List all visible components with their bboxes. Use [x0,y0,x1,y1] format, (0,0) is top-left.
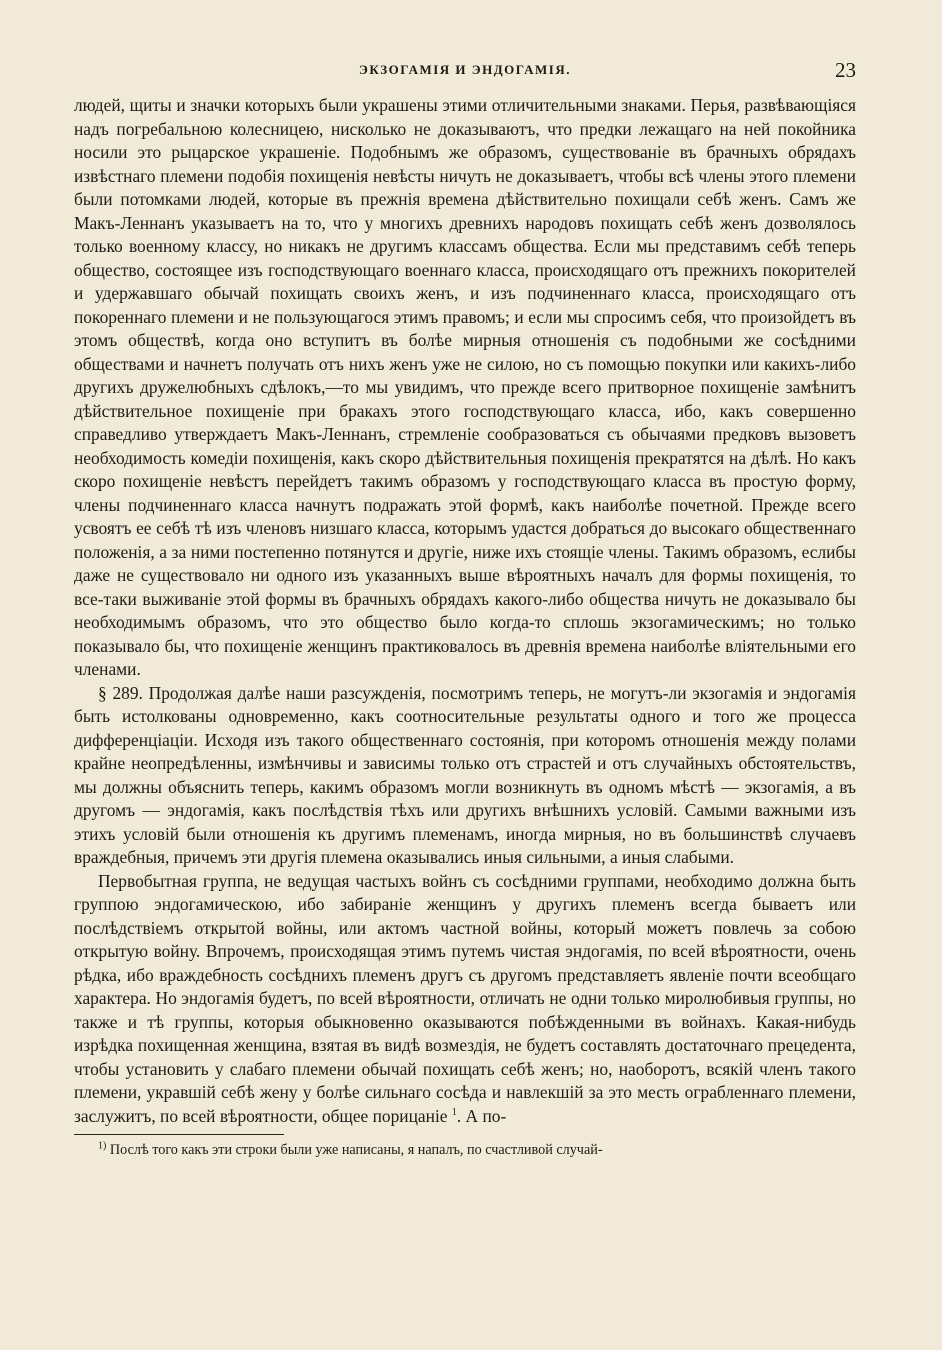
paragraph-primitive-group [74,870,856,1129]
footnote-reference: 1 [451,1106,457,1118]
footnote-text: Послѣ того какъ эти строки были уже написаны, я напалъ, по счастливой случай- [109,1142,603,1158]
paragraph-primitive-group-text: Первобытная группа, не ведущая частыхъ войнъ съ сосѣдними группами, необходимо должна быть группою эндогамическою, ибо забираніе женщинъ у другихъ племенъ всегда бываетъ или послѣдствіемъ открытой войны, или актомъ частной войны, который можетъ повлечь за собою открытую войну. Впрочемъ, происходящая этимъ путемъ чистая эндогамія, по всей вѣроятности, очень рѣдка, ибо враждебность сосѣднихъ племенъ другъ съ другомъ представляетъ явленіе почти всеобщаго характера. Но эндогамія будетъ, по всей вѣроятности, отличать не одни только миролюбивыя группы, но также и тѣ группы, которыя обыкновенно оказываются побѣжденными въ войнахъ. Какая-нибудь изрѣдка похищенная женщина, взятая въ видѣ возмездія, не будетъ составлять достаточнаго прецедента, чтобы установить у слабаго племени обычай похищать себѣ женъ; но, наоборотъ, всякій членъ такого племени, укравшій себѣ жену у болѣе сильнаго сосѣда и навлекшій за это месть ограбленнаго племени, заслужитъ, по всей вѣроятности, общее порицаніе [74,870,856,1126]
paragraph-section-289: § 289. Продолжая далѣе наши разсужденія, посмотримъ теперь, не могутъ-ли экзогамія и эндогамія быть истолкованы одновременно, какъ соотносительные результаты одного и того же процесса дифференціаціи. Исходя изъ такого общественнаго состоянія, при которомъ отношенія между полами крайне неопредѣленны, измѣнчивы и зависимы только отъ страстей и отъ случайныхъ обстоятельствъ, мы должны объяснить теперь, какимъ образомъ могли возникнуть въ одномъ мѣстѣ — экзогамія, а въ другомъ — эндогамія, какъ послѣдствія тѣхъ или другихъ внѣшнихъ условій. Самыми важными изъ этихъ условій были отношенія къ другимъ племенамъ, иногда мирныя, но въ большинствѣ случаевъ враждебныя, причемъ эти другія племена оказывались иныя сильными, а иныя слабыми. [74,682,856,867]
paragraph-continuation: людей, щиты и значки которыхъ были украшены этими отличительными знаками. Перья, развѣвающіяся надъ погребальною колесницею, нисколько не доказываютъ, что предки лежащаго на ней покойника носили это рыцарское украшеніе. Подобнымъ же образомъ, существованіе въ брачныхъ обрядахъ извѣстнаго племени подобія похищенія невѣсты ничуть не доказываетъ, чтобы всѣ члены этого племени были потомками людей, которые въ прежнія времена дѣйствительно похищали себѣ женъ. Самъ же Макъ-Леннанъ указываетъ на то, что у многихъ древнихъ народовъ похищать себѣ женъ дозволялось только военному классу, но никакъ не другимъ классамъ общества. Если мы представимъ себѣ теперь общество, состоящее изъ господствующаго военнаго класса, происходящаго отъ прежнихъ покорителей и удержавшаго обычай похищать своихъ женъ, и изъ подчиненнаго класса, происходящаго отъ покореннаго племени и не пользующагося этимъ правомъ; и если мы спросимъ себя, что произойдетъ въ этомъ обществѣ, когда оно вступитъ въ болѣе мирныя отношенія съ подобными же сосѣдними обществами и начнетъ получать отъ нихъ женъ уже не силою, но съ помощью покупки или какихъ-либо другихъ дружелюбныхъ сдѣлокъ,—то мы увидимъ, что прежде всего притворное похищеніе замѣнитъ дѣйствительное похищеніе при бракахъ этого господствующаго класса, ибо, какъ совершенно справедливо утверждаетъ Макъ-Леннанъ, стремленіе сообразоваться съ обычаями предковъ вызоветъ необходимость комедіи похищенія, какъ скоро дѣйствительныя похищенія прекратятся на дѣлѣ. Но какъ скоро похищеніе невѣстъ перейдетъ такимъ образомъ у господствующаго класса въ простую форму, члены подчиненнаго класса начнутъ подражать этой формѣ, какъ наиболѣе почетной. Прежде всего усвоятъ ее себѣ тѣ изъ членовъ низшаго класса, которымъ удастся добраться до высокаго общественнаго положенія, а за ними постепенно потянутся и другіе, ниже ихъ стоящіе члены. Такимъ образомъ, еслибы даже не существовало ни одного изъ указанныхъ выше вѣроятныхъ началъ для формы похищенія, то все-таки выживаніе этой формы въ брачныхъ обрядахъ какого-либо общества ничуть не доказывало бы необходимымъ образомъ, что это общество было когда-то сплошь экзогамическимъ; но только показывало бы, что похищеніе женщинъ практиковалось въ древнія времена наиболѣе вліятельными его членами. [74,95,856,679]
running-header [74,58,856,84]
footnote-marker: 1) [98,1140,107,1152]
body-text [74,94,856,1128]
page-number: 23 [835,58,856,82]
running-title: ЭКЗОГАМІЯ И ЭНДОГАМІЯ. [359,62,571,77]
paragraph-tail: . А по- [456,1105,507,1126]
footnote-divider [74,1134,284,1135]
footnote [74,1141,856,1160]
